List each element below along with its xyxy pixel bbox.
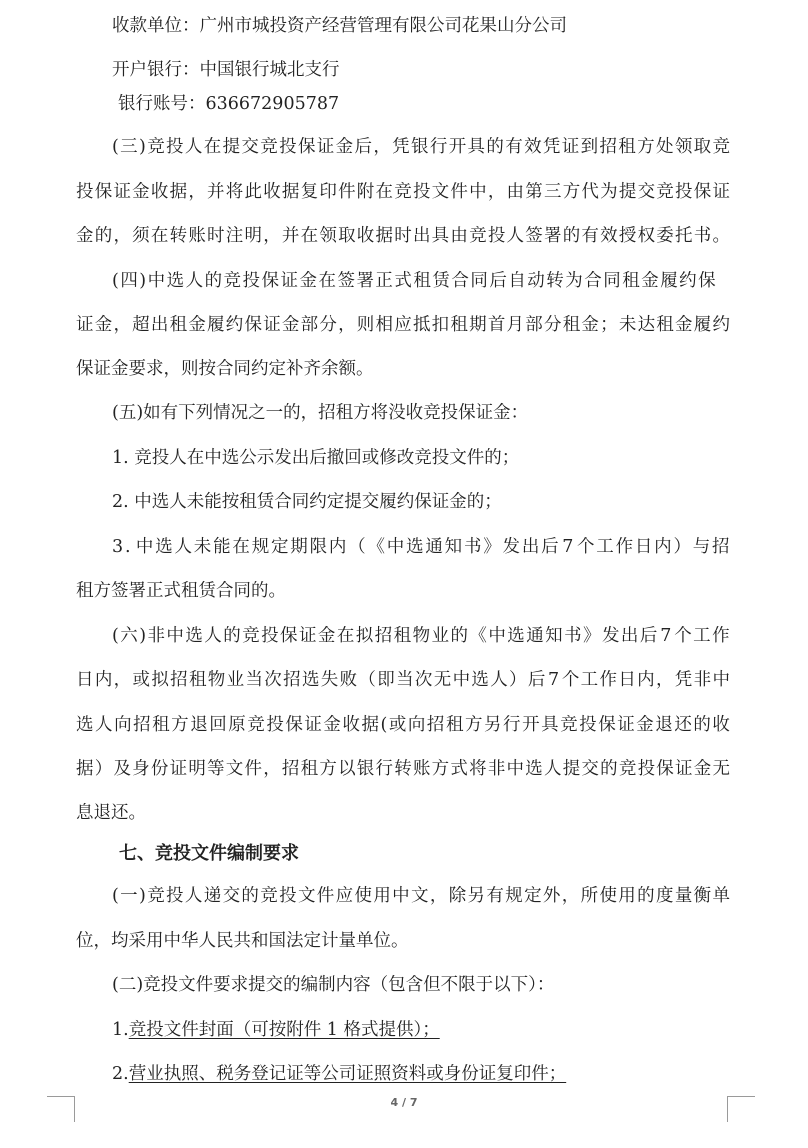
- document-line: ( 一 ) 竞 投 人 递 交 的 竞 投 文 件 应 使 用 中 文 ， 除 另 有 规 定 外 ， 所 使 用 的 度 量 衡 单: [112, 886, 730, 906]
- document-line: 租方签署正式租赁合同的。: [76, 581, 286, 601]
- document-line: 开户银行：中国银行城北支行: [112, 60, 340, 80]
- section-heading: 七、竞投文件编制要求: [119, 843, 299, 864]
- document-line: 据 ） 及 身 份 证 明 等 文 件 ， 招 租 方 以 银 行 转 账 方 式 将 非 中 选 人 提 交 的 竞 投 保 证 金 无: [76, 759, 730, 779]
- document-line: 金 的 ， 须 在 转 账 时 注 明 ， 并 在 领 取 收 据 时 出 具 由 竞 投 人 签 署 的 有 效 授 权 委 托 书 。: [76, 226, 730, 246]
- crop-mark-right-horizontal: [727, 1096, 755, 1097]
- document-line: 投 保 证 金 收 据 ， 并 将 此 收 据 复 印 件 附 在 竞 投 文 件 中 ， 由 第 三 方 代 为 提 交 竞 投 保 证: [76, 182, 730, 202]
- document-line: 银行账号：636672905787: [118, 94, 340, 114]
- document-line: 选 人 向 招 租 方 退 回 原 竞 投 保 证 金 收 据 ( 或 向 招 租 方 另 行 开 具 竞 投 保 证 金 退 还 的 收: [76, 715, 730, 735]
- document-line: 证 金 ， 超 出 租 金 履 约 保 证 金 部 分 ， 则 相 应 抵 扣 租 期 首 月 部 分 租 金 ； 未 达 租 金 履 约: [76, 315, 730, 335]
- document-line: (二)竞投文件要求提交的编制内容（包含但不限于以下）：: [112, 975, 555, 995]
- document-line: [112, 1062, 566, 1086]
- document-line: ( 四 ) 中 选 人 的 竞 投 保 证 金 在 签 署 正 式 租 赁 合 同 后 自 动 转 为 合 同 租 金 履 约 保: [112, 271, 716, 291]
- document-line: [112, 1018, 440, 1042]
- document-line: 1. 竞投人在中选公示发出后撤回或修改竞投文件的；: [112, 448, 520, 468]
- underlined-text: 营业执照、税务登记证等公司证照资料或身份证复印件；: [128, 1064, 567, 1084]
- document-line: 3 . 中 选 人 未 能 在 规 定 期 限 内 （ 《 中 选 通 知 书 》 发 出 后 7 个 工 作 日 内 ） 与 招: [112, 537, 730, 557]
- document-line: (五)如有下列情况之一的，招租方将没收竞投保证金：: [112, 403, 529, 423]
- crop-mark-left-horizontal: [47, 1096, 75, 1097]
- underlined-text: 竞投文件封面（可按附件 1 格式提供）；: [128, 1020, 440, 1040]
- document-line: 保证金要求，则按合同约定补齐余额。: [76, 359, 374, 379]
- list-number: 2.: [112, 1064, 129, 1084]
- page-number: 4 / 7: [390, 1096, 418, 1109]
- document-line: ( 三 ) 竞 投 人 在 提 交 竞 投 保 证 金 后 ， 凭 银 行 开 具 的 有 效 凭 证 到 招 租 方 处 领 取 竞: [112, 137, 730, 157]
- document-line: 收款单位：广州市城投资产经营管理有限公司花果山分公司: [112, 16, 567, 36]
- list-number: 1.: [112, 1020, 129, 1040]
- document-line: ( 六 ) 非 中 选 人 的 竞 投 保 证 金 在 拟 招 租 物 业 的 《 中 选 通 知 书 》 发 出 后 7 个 工 作: [112, 626, 730, 646]
- document-line: 位，均采用中华人民共和国法定计量单位。: [76, 931, 409, 951]
- document-line: 息退还。: [76, 803, 146, 823]
- document-line: 2. 中选人未能按租赁合同约定提交履约保证金的；: [112, 492, 502, 512]
- crop-mark-right-vertical: [727, 1096, 728, 1122]
- crop-mark-left-vertical: [74, 1096, 75, 1122]
- document-line: 日 内 ， 或 拟 招 租 物 业 当 次 招 选 失 败 （ 即 当 次 无 中 选 人 ） 后 7 个 工 作 日 内 ， 凭 非 中: [76, 670, 730, 690]
